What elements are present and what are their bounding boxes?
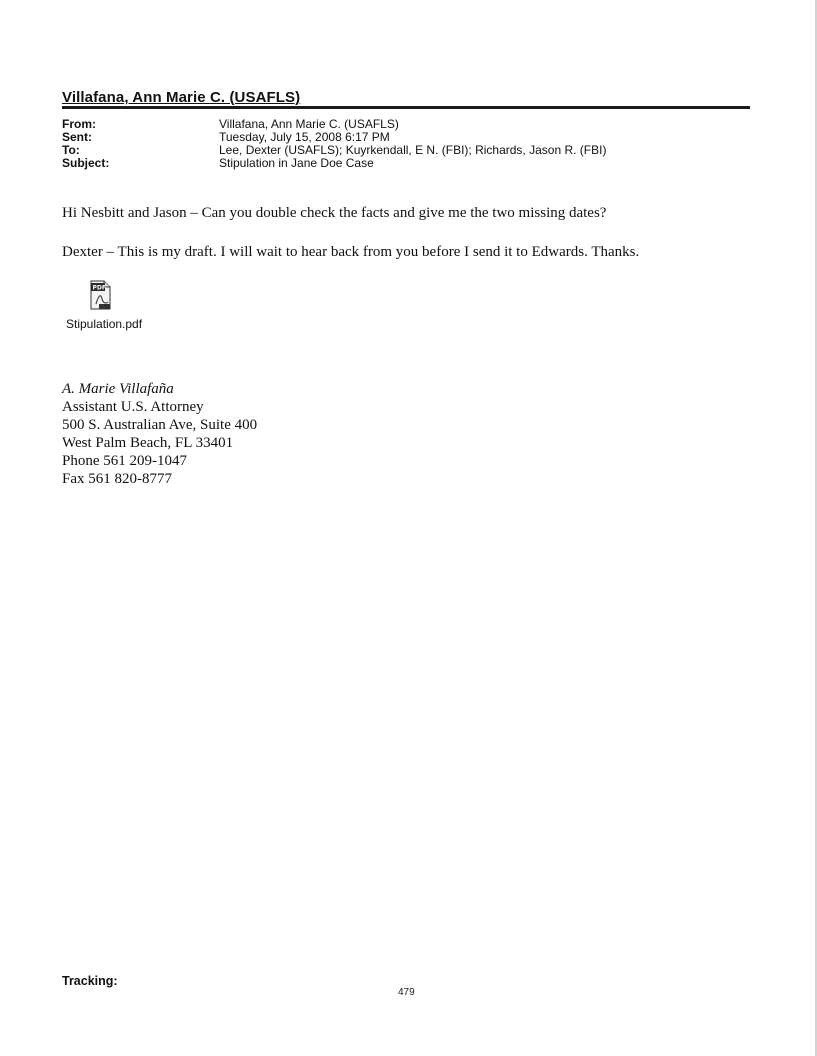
- sent-label: Sent:: [62, 130, 92, 144]
- signature-address-line: West Palm Beach, FL 33401: [62, 435, 234, 451]
- body-paragraph: Hi Nesbitt and Jason – Can you double check the facts and give me the two missing dates?: [62, 205, 607, 221]
- sent-value: Tuesday, July 15, 2008 6:17 PM: [219, 130, 390, 144]
- attachment-filename[interactable]: Stipulation.pdf: [66, 317, 143, 331]
- signature-name: A. Marie Villafaña: [62, 381, 174, 397]
- to-label: To:: [62, 143, 80, 157]
- subject-label: Subject:: [62, 156, 110, 170]
- page-number: 479: [398, 987, 415, 998]
- pdf-file-icon[interactable]: [90, 280, 111, 310]
- body-paragraph: Dexter – This is my draft. I will wait to hear back from you before I send it to Edwards. Thanks.: [62, 244, 640, 260]
- signature-address-line: 500 S. Australian Ave, Suite 400: [62, 417, 258, 433]
- signature-phone: Phone 561 209-1047: [62, 453, 187, 469]
- title-rule: [62, 106, 750, 109]
- to-value: Lee, Dexter (USAFLS); Kuyrkendall, E N. (FBI); Richards, Jason R. (FBI): [219, 143, 607, 157]
- signature-title: Assistant U.S. Attorney: [62, 399, 204, 415]
- signature-fax: Fax 561 820-8777: [62, 471, 172, 487]
- sender-title: Villafana, Ann Marie C. (USAFLS): [62, 89, 301, 106]
- from-value: Villafana, Ann Marie C. (USAFLS): [219, 117, 399, 131]
- tracking-label: Tracking:: [62, 974, 118, 988]
- pdf-icon-label: PDF: [92, 284, 106, 292]
- subject-value: Stipulation in Jane Doe Case: [219, 156, 374, 170]
- from-label: From:: [62, 117, 96, 131]
